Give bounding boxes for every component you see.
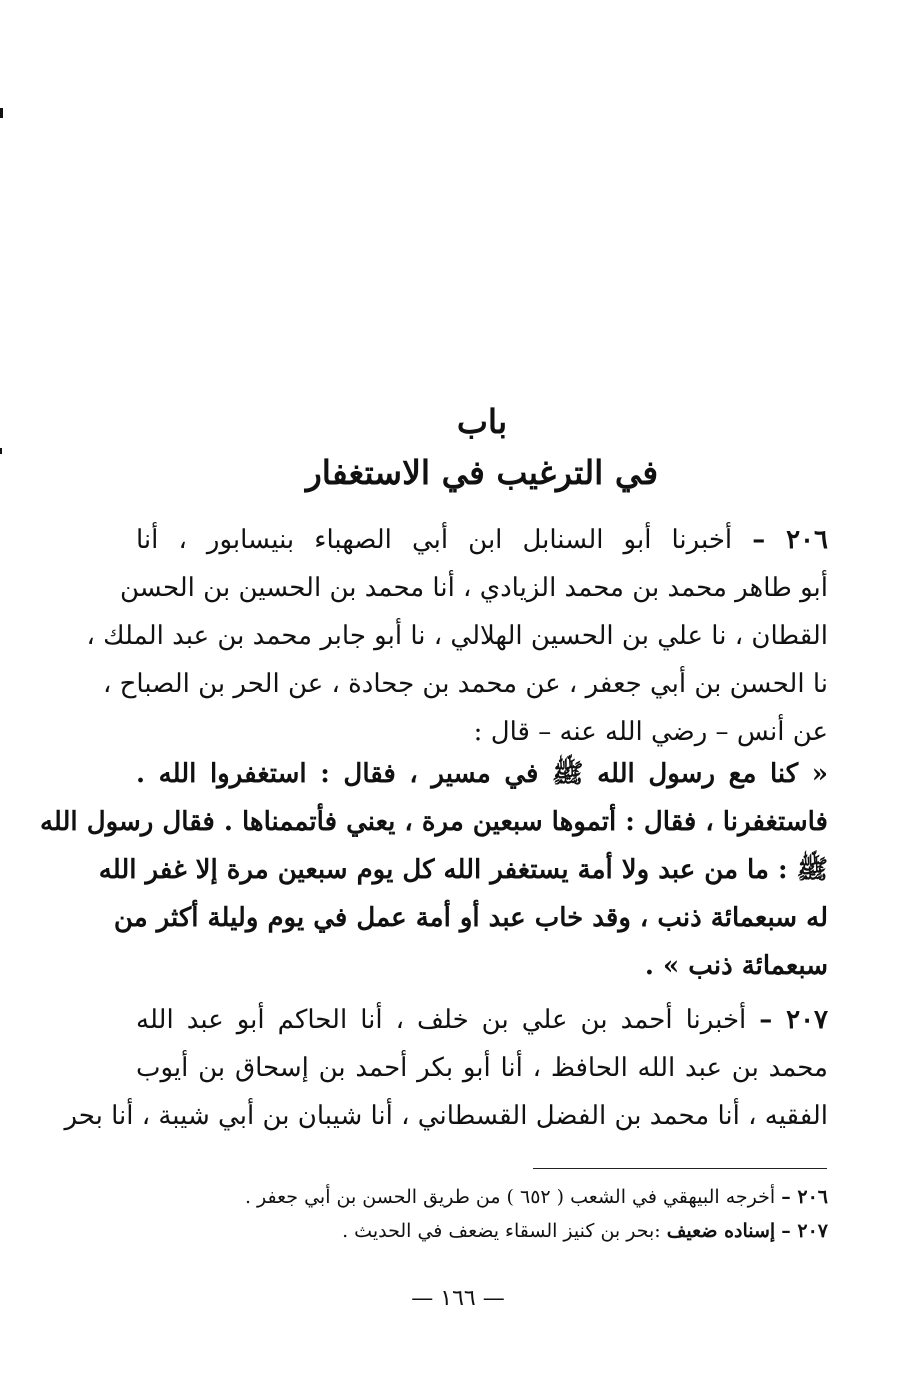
footnote-number: ٢٠٧ – <box>781 1220 828 1242</box>
hadith-206-isnad <box>86 516 828 756</box>
footnote-text: :بحر بن كنيز السقاء يضعف في الحديث . <box>342 1220 661 1242</box>
footnote-grade: إسناده ضعيف <box>666 1220 776 1242</box>
text-line: ٢٠٧ – أخبرنا أحمد بن علي بن خلف ، أنا الحاكم أبو عبد الله <box>136 1005 829 1035</box>
text-line: الفقيه ، أنا محمد بن الفضل القسطاني ، أنا شيبان بن أبي شيبة ، أنا بحر <box>64 1101 828 1131</box>
text-line: له سبعمائة ذنب ، وقد خاب عبد أو أمة عمل في يوم وليلة أكثر من <box>113 903 828 933</box>
text-line: ﷺ : ما من عبد ولا أمة يستغفر الله كل يوم سبعين مرة إلا غفر الله <box>98 855 828 885</box>
footnote-206 <box>136 1180 828 1214</box>
text-line: سبعمائة ذنب » . <box>644 951 828 981</box>
text-line: « كنا مع رسول الله ﷺ في مسير ، فقال : استغفروا الله . <box>136 759 828 789</box>
text-line: عن أنس – رضي الله عنه – قال : <box>473 717 828 747</box>
text-line: فاستغفرنا ، فقال : أتموها سبعين مرة ، يعني فأتممناها . فقال رسول الله <box>39 807 828 837</box>
footnote-207 <box>136 1214 828 1248</box>
hadith-number: ٢٠٦ – <box>752 525 828 555</box>
page-number: — ١٦٦ — <box>411 1286 505 1311</box>
scan-mark <box>0 108 3 118</box>
hadith-206-matn <box>39 750 828 990</box>
chapter-label: باب <box>456 402 508 441</box>
text-line: القطان ، نا علي بن الحسين الهلالي ، نا أبو جابر محمد بن عبد الملك ، <box>86 621 828 651</box>
text-line: أبو طاهر محمد بن محمد الزيادي ، أنا محمد بن الحسين بن الحسن <box>119 573 828 603</box>
text-line: ٢٠٦ – أخبرنا أبو السنابل ابن أبي الصهباء بنيسابور ، أنا <box>136 525 828 555</box>
chapter-title: في الترغيب في الاستغفار <box>305 453 659 492</box>
footnote-separator <box>533 1168 827 1169</box>
footnote-number: ٢٠٦ – <box>781 1186 828 1208</box>
scan-mark <box>0 448 2 454</box>
text-line: نا الحسن بن أبي جعفر ، عن محمد بن جحادة ، عن الحر بن الصباح ، <box>102 669 828 699</box>
text-line: محمد بن عبد الله الحافظ ، أنا أبو بكر أحمد بن إسحاق بن أيوب <box>136 1053 828 1083</box>
footnote-text: أخرجه البيهقي في الشعب ( ٦٥٢ ) من طريق الحسن بن أبي جعفر . <box>244 1186 776 1208</box>
hadith-number: ٢٠٧ – <box>759 1005 829 1035</box>
hadith-207-isnad <box>64 996 829 1140</box>
